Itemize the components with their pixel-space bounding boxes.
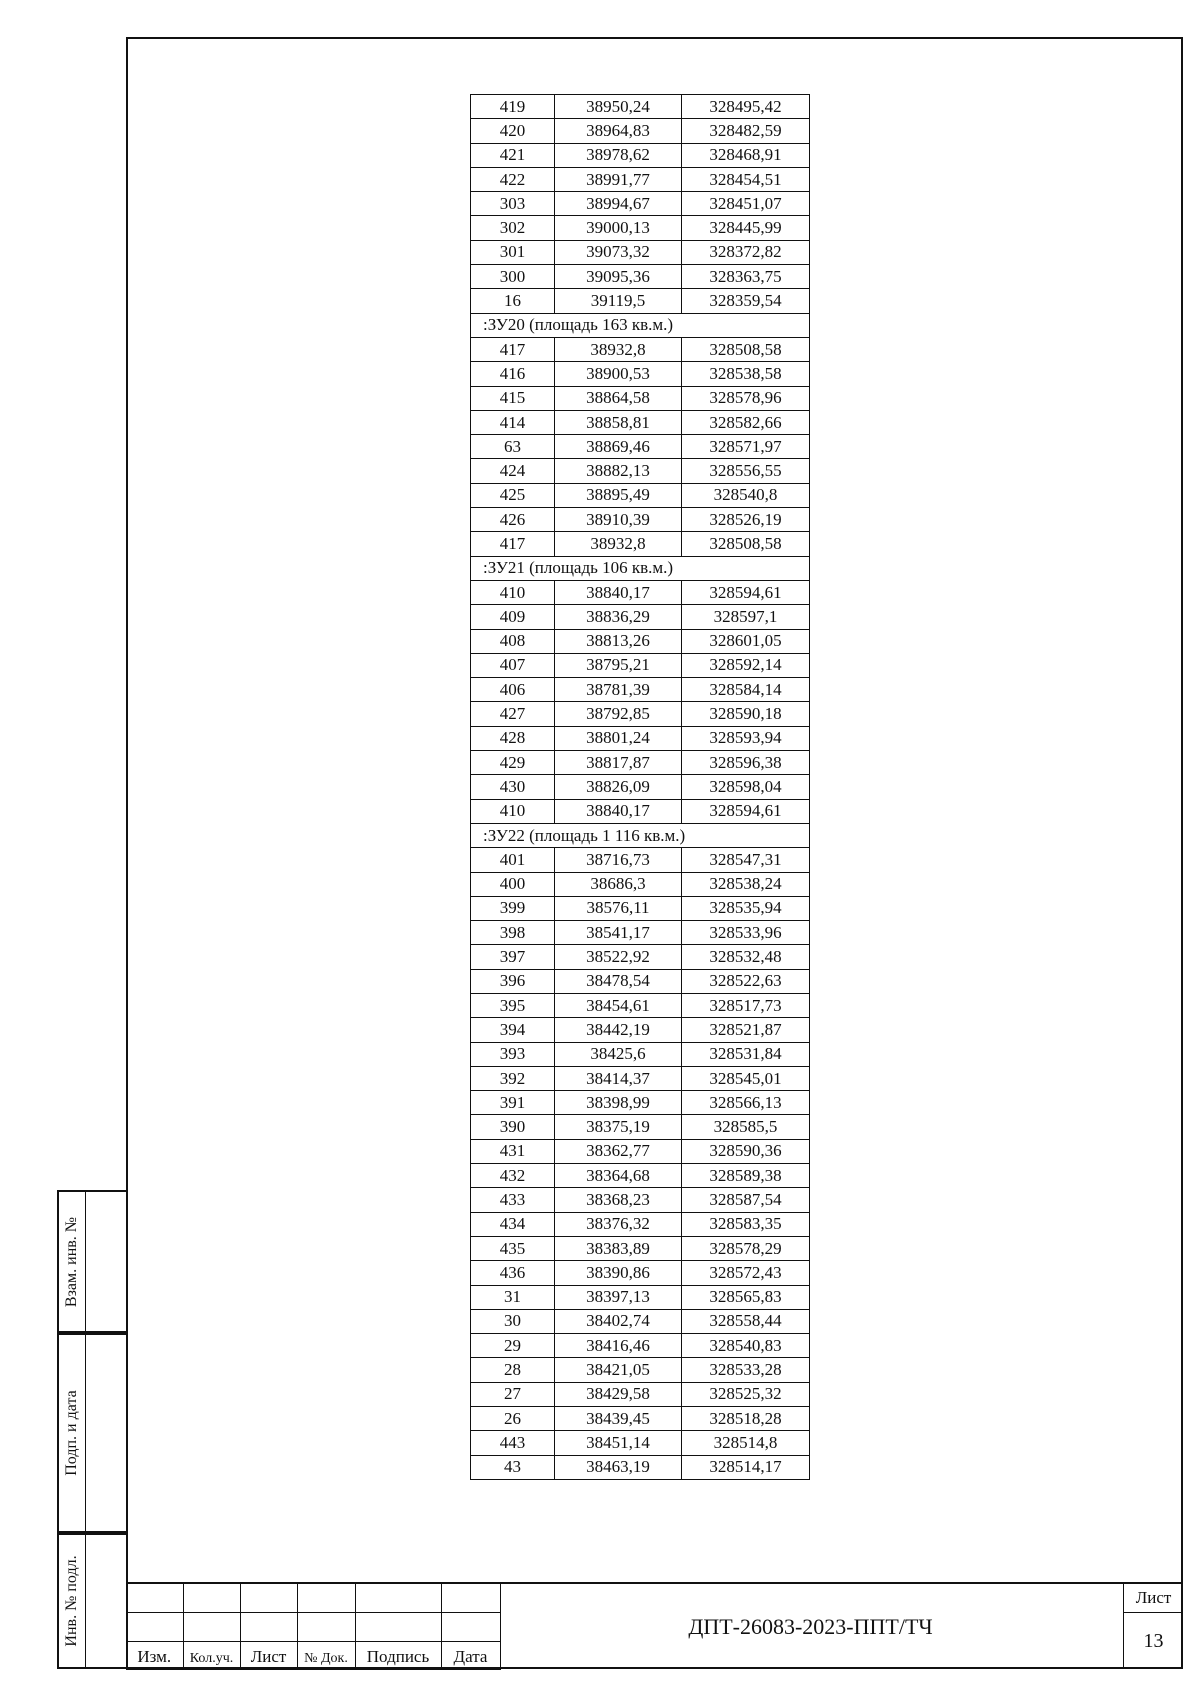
point-number-cell: 302 (471, 216, 555, 240)
x-coordinate-cell: 38978,62 (555, 143, 682, 167)
y-coordinate-cell: 328558,44 (682, 1309, 810, 1333)
point-number-cell: 392 (471, 1066, 555, 1090)
table-row (471, 95, 810, 119)
y-coordinate-cell: 328495,42 (682, 95, 810, 119)
x-coordinate-cell: 38451,14 (555, 1431, 682, 1455)
x-coordinate-cell: 38817,87 (555, 751, 682, 775)
x-coordinate-cell: 38991,77 (555, 167, 682, 191)
table-row (471, 362, 810, 386)
point-number-cell: 394 (471, 1018, 555, 1042)
point-number-cell: 419 (471, 95, 555, 119)
y-coordinate-cell: 328514,8 (682, 1431, 810, 1455)
point-number-cell: 434 (471, 1212, 555, 1236)
x-coordinate-cell: 38463,19 (555, 1455, 682, 1479)
side-stamp-label: Взам. инв. № (63, 1216, 80, 1307)
table-row (471, 1212, 810, 1236)
table-row (471, 702, 810, 726)
x-coordinate-cell: 38398,99 (555, 1091, 682, 1115)
x-coordinate-cell: 38950,24 (555, 95, 682, 119)
point-number-cell: 397 (471, 945, 555, 969)
point-number-cell: 400 (471, 872, 555, 896)
y-coordinate-cell: 328590,36 (682, 1139, 810, 1163)
y-coordinate-cell: 328589,38 (682, 1164, 810, 1188)
x-coordinate-cell: 38858,81 (555, 410, 682, 434)
y-coordinate-cell: 328597,1 (682, 605, 810, 629)
point-number-cell: 26 (471, 1407, 555, 1431)
table-row (471, 872, 810, 896)
y-coordinate-cell: 328594,61 (682, 799, 810, 823)
x-coordinate-cell: 38425,6 (555, 1042, 682, 1066)
side-stamp-replacement (57, 1190, 126, 1333)
header-signature: Подпись (355, 1641, 441, 1670)
point-number-cell: 410 (471, 799, 555, 823)
point-number-cell: 31 (471, 1285, 555, 1309)
x-coordinate-cell: 38416,46 (555, 1334, 682, 1358)
point-number-cell: 407 (471, 653, 555, 677)
y-coordinate-cell: 328566,13 (682, 1091, 810, 1115)
x-coordinate-cell: 38932,8 (555, 337, 682, 361)
x-coordinate-cell: 38836,29 (555, 605, 682, 629)
y-coordinate-cell: 328517,73 (682, 993, 810, 1017)
x-coordinate-cell: 38826,09 (555, 775, 682, 799)
table-row (471, 1431, 810, 1455)
point-number-cell: 408 (471, 629, 555, 653)
point-number-cell: 428 (471, 726, 555, 750)
table-row (471, 775, 810, 799)
y-coordinate-cell: 328508,58 (682, 532, 810, 556)
x-coordinate-cell: 38576,11 (555, 896, 682, 920)
y-coordinate-cell: 328540,8 (682, 483, 810, 507)
y-coordinate-cell: 328468,91 (682, 143, 810, 167)
point-number-cell: 399 (471, 896, 555, 920)
table-row (471, 1066, 810, 1090)
y-coordinate-cell: 328547,31 (682, 848, 810, 872)
y-coordinate-cell: 328585,5 (682, 1115, 810, 1139)
table-row (471, 289, 810, 313)
x-coordinate-cell: 38813,26 (555, 629, 682, 653)
x-coordinate-cell: 38522,92 (555, 945, 682, 969)
table-row (471, 678, 810, 702)
x-coordinate-cell: 38364,68 (555, 1164, 682, 1188)
x-coordinate-cell: 38368,23 (555, 1188, 682, 1212)
y-coordinate-cell: 328582,66 (682, 410, 810, 434)
table-row (471, 726, 810, 750)
y-coordinate-cell: 328540,83 (682, 1334, 810, 1358)
table-row (471, 993, 810, 1017)
table-row (471, 945, 810, 969)
table-row (471, 143, 810, 167)
point-number-cell: 63 (471, 435, 555, 459)
point-number-cell: 27 (471, 1382, 555, 1406)
x-coordinate-cell: 38900,53 (555, 362, 682, 386)
x-coordinate-cell: 38869,46 (555, 435, 682, 459)
point-number-cell: 431 (471, 1139, 555, 1163)
point-number-cell: 429 (471, 751, 555, 775)
table-row (471, 532, 810, 556)
x-coordinate-cell: 38390,86 (555, 1261, 682, 1285)
table-row (471, 483, 810, 507)
point-number-cell: 426 (471, 508, 555, 532)
x-coordinate-cell: 38932,8 (555, 532, 682, 556)
table-row (471, 629, 810, 653)
header-change: Изм. (126, 1641, 183, 1670)
x-coordinate-cell: 38429,58 (555, 1382, 682, 1406)
point-number-cell: 16 (471, 289, 555, 313)
x-coordinate-cell: 38686,3 (555, 872, 682, 896)
table-row (471, 1358, 810, 1382)
y-coordinate-cell: 328594,61 (682, 580, 810, 604)
x-coordinate-cell: 38795,21 (555, 653, 682, 677)
y-coordinate-cell: 328538,58 (682, 362, 810, 386)
point-number-cell: 415 (471, 386, 555, 410)
point-number-cell: 28 (471, 1358, 555, 1382)
x-coordinate-cell: 38375,19 (555, 1115, 682, 1139)
y-coordinate-cell: 328445,99 (682, 216, 810, 240)
y-coordinate-cell: 328601,05 (682, 629, 810, 653)
table-row (471, 1455, 810, 1479)
point-number-cell: 300 (471, 265, 555, 289)
table-row (471, 167, 810, 191)
sheet-box (1123, 1584, 1183, 1669)
side-stamp-inventory (57, 1533, 126, 1669)
side-stamp-label: Инв. № подл. (63, 1555, 80, 1647)
table-row (471, 751, 810, 775)
x-coordinate-cell: 38362,77 (555, 1139, 682, 1163)
table-row (471, 337, 810, 361)
y-coordinate-cell: 328584,14 (682, 678, 810, 702)
table-row (471, 653, 810, 677)
table-row (471, 1018, 810, 1042)
y-coordinate-cell: 328596,38 (682, 751, 810, 775)
side-stamp-label: Подп. и дата (63, 1390, 80, 1476)
y-coordinate-cell: 328583,35 (682, 1212, 810, 1236)
x-coordinate-cell: 39000,13 (555, 216, 682, 240)
table-row (471, 1188, 810, 1212)
x-coordinate-cell: 38376,32 (555, 1212, 682, 1236)
y-coordinate-cell: 328454,51 (682, 167, 810, 191)
x-coordinate-cell: 39119,5 (555, 289, 682, 313)
point-number-cell: 409 (471, 605, 555, 629)
table-row (471, 1309, 810, 1333)
y-coordinate-cell: 328522,63 (682, 969, 810, 993)
x-coordinate-cell: 38414,37 (555, 1066, 682, 1090)
point-number-cell: 435 (471, 1236, 555, 1260)
x-coordinate-cell: 38478,54 (555, 969, 682, 993)
table-row (471, 1382, 810, 1406)
point-number-cell: 427 (471, 702, 555, 726)
table-row (471, 1285, 810, 1309)
header-count: Кол.уч. (183, 1641, 240, 1670)
y-coordinate-cell: 328518,28 (682, 1407, 810, 1431)
y-coordinate-cell: 328451,07 (682, 192, 810, 216)
y-coordinate-cell: 328372,82 (682, 240, 810, 264)
x-coordinate-cell: 38781,39 (555, 678, 682, 702)
point-number-cell: 422 (471, 167, 555, 191)
point-number-cell: 414 (471, 410, 555, 434)
section-title: :ЗУ20 (площадь 163 кв.м.) (471, 313, 810, 337)
point-number-cell: 410 (471, 580, 555, 604)
y-coordinate-cell: 328525,32 (682, 1382, 810, 1406)
table-row (471, 921, 810, 945)
x-coordinate-cell: 38397,13 (555, 1285, 682, 1309)
x-coordinate-cell: 38716,73 (555, 848, 682, 872)
table-row (471, 410, 810, 434)
y-coordinate-cell: 328587,54 (682, 1188, 810, 1212)
point-number-cell: 30 (471, 1309, 555, 1333)
point-number-cell: 398 (471, 921, 555, 945)
table-row (471, 896, 810, 920)
section-row (471, 823, 810, 847)
table-row (471, 459, 810, 483)
header-sheet: Лист (240, 1641, 297, 1670)
table-row (471, 265, 810, 289)
section-title: :ЗУ22 (площадь 1 116 кв.м.) (471, 823, 810, 847)
y-coordinate-cell: 328531,84 (682, 1042, 810, 1066)
y-coordinate-cell: 328598,04 (682, 775, 810, 799)
point-number-cell: 43 (471, 1455, 555, 1479)
y-coordinate-cell: 328571,97 (682, 435, 810, 459)
x-coordinate-cell: 39073,32 (555, 240, 682, 264)
point-number-cell: 420 (471, 119, 555, 143)
point-number-cell: 303 (471, 192, 555, 216)
x-coordinate-cell: 38439,45 (555, 1407, 682, 1431)
point-number-cell: 396 (471, 969, 555, 993)
y-coordinate-cell: 328482,59 (682, 119, 810, 143)
y-coordinate-cell: 328538,24 (682, 872, 810, 896)
side-stamp-signature-date (57, 1333, 126, 1533)
x-coordinate-cell: 38541,17 (555, 921, 682, 945)
table-row (471, 1164, 810, 1188)
point-number-cell: 416 (471, 362, 555, 386)
y-coordinate-cell: 328526,19 (682, 508, 810, 532)
table-row (471, 1091, 810, 1115)
table-row (471, 216, 810, 240)
y-coordinate-cell: 328592,14 (682, 653, 810, 677)
point-number-cell: 393 (471, 1042, 555, 1066)
y-coordinate-cell: 328359,54 (682, 289, 810, 313)
y-coordinate-cell: 328521,87 (682, 1018, 810, 1042)
point-number-cell: 29 (471, 1334, 555, 1358)
y-coordinate-cell: 328565,83 (682, 1285, 810, 1309)
y-coordinate-cell: 328572,43 (682, 1261, 810, 1285)
revision-table (126, 1584, 501, 1670)
x-coordinate-cell: 38964,83 (555, 119, 682, 143)
x-coordinate-cell: 38801,24 (555, 726, 682, 750)
point-number-cell: 390 (471, 1115, 555, 1139)
x-coordinate-cell: 38840,17 (555, 580, 682, 604)
point-number-cell: 432 (471, 1164, 555, 1188)
header-doc-number: № Док. (297, 1641, 355, 1670)
x-coordinate-cell: 38442,19 (555, 1018, 682, 1042)
y-coordinate-cell: 328545,01 (682, 1066, 810, 1090)
table-row (471, 240, 810, 264)
y-coordinate-cell: 328578,29 (682, 1236, 810, 1260)
x-coordinate-cell: 39095,36 (555, 265, 682, 289)
y-coordinate-cell: 328533,28 (682, 1358, 810, 1382)
point-number-cell: 401 (471, 848, 555, 872)
section-row (471, 313, 810, 337)
table-row (471, 580, 810, 604)
point-number-cell: 436 (471, 1261, 555, 1285)
point-number-cell: 406 (471, 678, 555, 702)
x-coordinate-cell: 38895,49 (555, 483, 682, 507)
x-coordinate-cell: 38383,89 (555, 1236, 682, 1260)
table-row (471, 799, 810, 823)
table-row (471, 1236, 810, 1260)
table-row (471, 1407, 810, 1431)
table-row (471, 1261, 810, 1285)
table-row (471, 1115, 810, 1139)
y-coordinate-cell: 328363,75 (682, 265, 810, 289)
point-number-cell: 417 (471, 337, 555, 361)
table-row (471, 192, 810, 216)
coordinates-table (470, 94, 810, 1480)
title-block (126, 1582, 1183, 1669)
section-title: :ЗУ21 (площадь 106 кв.м.) (471, 556, 810, 580)
point-number-cell: 417 (471, 532, 555, 556)
table-row (471, 508, 810, 532)
sheet-label: Лист (1124, 1584, 1183, 1613)
y-coordinate-cell: 328556,55 (682, 459, 810, 483)
header-date: Дата (441, 1641, 500, 1670)
x-coordinate-cell: 38792,85 (555, 702, 682, 726)
point-number-cell: 430 (471, 775, 555, 799)
section-row (471, 556, 810, 580)
point-number-cell: 391 (471, 1091, 555, 1115)
x-coordinate-cell: 38882,13 (555, 459, 682, 483)
table-row (471, 848, 810, 872)
y-coordinate-cell: 328532,48 (682, 945, 810, 969)
y-coordinate-cell: 328535,94 (682, 896, 810, 920)
table-row (471, 605, 810, 629)
y-coordinate-cell: 328514,17 (682, 1455, 810, 1479)
table-row (471, 1334, 810, 1358)
x-coordinate-cell: 38421,05 (555, 1358, 682, 1382)
y-coordinate-cell: 328578,96 (682, 386, 810, 410)
point-number-cell: 421 (471, 143, 555, 167)
y-coordinate-cell: 328593,94 (682, 726, 810, 750)
point-number-cell: 433 (471, 1188, 555, 1212)
x-coordinate-cell: 38840,17 (555, 799, 682, 823)
sheet-number: 13 (1143, 1630, 1164, 1652)
point-number-cell: 424 (471, 459, 555, 483)
y-coordinate-cell: 328508,58 (682, 337, 810, 361)
document-code: ДПТ-26083-2023-ППТ/ТЧ (500, 1584, 1120, 1669)
x-coordinate-cell: 38994,67 (555, 192, 682, 216)
table-row (471, 386, 810, 410)
point-number-cell: 395 (471, 993, 555, 1017)
x-coordinate-cell: 38910,39 (555, 508, 682, 532)
table-row (471, 969, 810, 993)
point-number-cell: 425 (471, 483, 555, 507)
table-row (471, 119, 810, 143)
table-row (471, 1042, 810, 1066)
x-coordinate-cell: 38454,61 (555, 993, 682, 1017)
table-row (471, 435, 810, 459)
y-coordinate-cell: 328590,18 (682, 702, 810, 726)
point-number-cell: 301 (471, 240, 555, 264)
point-number-cell: 443 (471, 1431, 555, 1455)
y-coordinate-cell: 328533,96 (682, 921, 810, 945)
table-row (471, 1139, 810, 1163)
x-coordinate-cell: 38402,74 (555, 1309, 682, 1333)
x-coordinate-cell: 38864,58 (555, 386, 682, 410)
